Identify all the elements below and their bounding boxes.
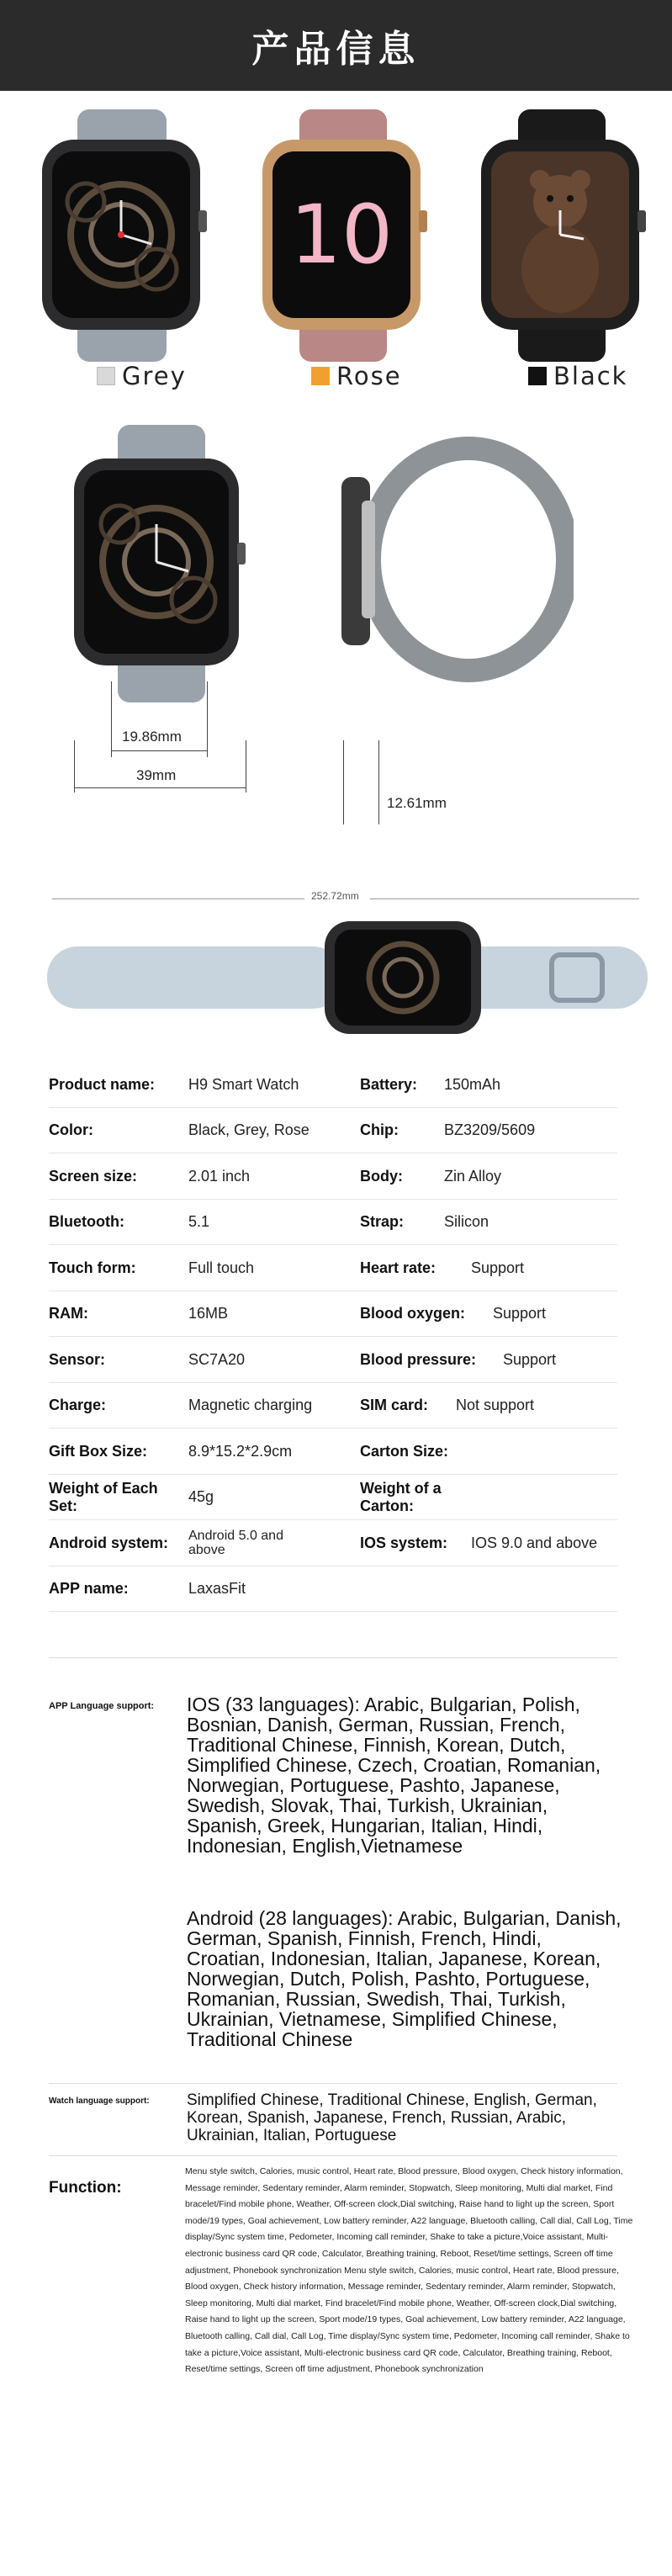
- watch-language-text: Simplified Chinese, Traditional Chinese, English, German, Korean, Spanish, Japanese, French, Russian, Arabic, Ukrainian, Italian, Portuguese: [187, 2091, 597, 2144]
- spec-key: Battery:: [360, 1075, 418, 1093]
- dimension-line: [343, 740, 344, 824]
- spec-key: RAM:: [49, 1305, 88, 1322]
- spec-key: IOS system:: [360, 1534, 448, 1551]
- spec-key: Heart rate:: [360, 1259, 437, 1276]
- spec-value: [437, 1475, 617, 1520]
- spec-row: [49, 1337, 617, 1383]
- dimension-line: [74, 787, 246, 788]
- watch-rose-image: [262, 109, 431, 362]
- spec-row: [49, 1520, 617, 1566]
- bear-dial-icon: [491, 151, 629, 318]
- spec-key: Blood pressure:: [360, 1350, 477, 1368]
- gear-dial-icon: [84, 470, 229, 654]
- spec-key: Weight of Each Set:: [49, 1479, 158, 1514]
- thickness-label: 12.61mm: [387, 795, 447, 811]
- spec-key: Body:: [360, 1167, 403, 1185]
- spec-value: Magnetic charging: [188, 1397, 313, 1413]
- watch-language-label: Watch language support:: [49, 2096, 150, 2106]
- spec-value: SC7A20: [188, 1350, 246, 1368]
- spec-key: Weight of a Carton:: [360, 1479, 442, 1514]
- spec-key: Touch form:: [49, 1259, 136, 1276]
- spec-value: IOS 9.0 and above: [471, 1534, 598, 1551]
- page-title: 产品信息: [251, 28, 421, 71]
- app-language-label: APP Language support:: [49, 1701, 155, 1711]
- spec-value: 45g: [188, 1488, 214, 1505]
- spec-key: Blood oxygen:: [360, 1305, 465, 1322]
- spec-table: [49, 1062, 617, 1612]
- spec-key: Screen size:: [49, 1167, 138, 1185]
- rose-swatch-icon: [311, 367, 330, 385]
- watch-front-dimension-image: [74, 425, 251, 702]
- spec-row: [49, 1153, 617, 1200]
- variant-grey: [97, 362, 187, 390]
- spec-value: Full touch: [188, 1259, 255, 1276]
- spec-value: Support: [493, 1305, 547, 1322]
- spec-key: SIM card:: [360, 1397, 429, 1413]
- spec-row: [49, 1291, 617, 1338]
- spec-row: [49, 1245, 617, 1291]
- spec-value: Android 5.0 and above: [188, 1529, 283, 1557]
- spec-key: Chip:: [360, 1121, 399, 1138]
- spec-row: [49, 1108, 617, 1154]
- spec-value: 150mAh: [444, 1075, 501, 1093]
- watch-full-length-image: [47, 921, 648, 1039]
- watch-grey-image: [42, 109, 210, 362]
- page-header: [0, 0, 672, 91]
- function-label: Function:: [49, 2179, 122, 2197]
- spec-value: 8.9*15.2*2.9cm: [188, 1442, 293, 1460]
- dimension-line: [74, 740, 75, 792]
- spec-value: [437, 1428, 617, 1474]
- length-label: 252.72mm: [311, 890, 359, 902]
- divider: [49, 2155, 617, 2156]
- spec-value: Support: [471, 1259, 525, 1276]
- spec-value: [437, 1566, 617, 1612]
- variant-label: Rose: [336, 362, 402, 390]
- spec-value: Black, Grey, Rose: [188, 1121, 310, 1138]
- rose-display-number: 10: [289, 188, 394, 282]
- app-language-ios: IOS (33 languages): Arabic, Bulgarian, Polish, Bosnian, Danish, German, Russian, French, Traditional Chinese, Finnish, Korean, Dutch, Simplified Chinese, Czech, Croatian, Romanian, Norwegian, Portuguese, Pashto, Japanese, Swedish, Slovak, Thai, Turkish, Ukrainian, Spanish, Greek, Hungarian, Italian, Hindi, Indonesian, English,Vietnamese: [187, 1693, 601, 1857]
- spec-key: Charge:: [49, 1397, 107, 1413]
- function-text: Menu style switch, Calories, music control, Heart rate, Blood pressure, Blood oxygen, Check history information, Message reminder, Sedentary reminder, Alarm reminder, Stopwatch, Sleep monitoring, Multi dial market, Find bracelet/Find mobile phone, Weather, Off-screen clock,Dial switching, Raise hand to light up the screen, Sport mode/19 types, Goal achievement, Low battery reminder, A22 language, Bluetooth calling, Call dial, Call Log, Time display/Sync system time, Pedometer, Incoming call reminder, Shake to take a picture,Voice assistant, Multi-electronic business card QR code, Calculator, Breathing training, Reboot, Reset/time settings, Screen off time adjustment, Phonebook synchronization Menu style switch, Calories, music control, Heart rate, Blood pressure, Blood oxygen, Check history information, Message reminder, Sedentary reminder, Alarm reminder, Stopwatch, Sleep monitoring, Multi dial market, Find bracelet/Find mobile phone, Weather, Off-screen clock,Dial switching, Raise hand to light up the screen, Sport mode/19 types, Goal achievement, Low battery reminder, A22 language, Bluetooth calling, Call dial, Call Log, Time display/Sync system time, Pedometer, Incoming call reminder, Shake to take a picture,Voice assistant, Multi-electronic business card QR code, Calculator, Breathing training, Reboot, Reset/time settings, Screen off time adjustment, Phonebook synchronization: [185, 2166, 633, 2375]
- grey-swatch-icon: [97, 367, 115, 385]
- spec-value: 16MB: [188, 1305, 229, 1322]
- divider: [49, 1657, 617, 1658]
- spec-row: [49, 1475, 617, 1521]
- case-width-label: 39mm: [136, 767, 177, 783]
- spec-value: Support: [503, 1350, 557, 1368]
- variant-black: [528, 362, 627, 390]
- spec-key: Product name:: [49, 1075, 156, 1093]
- watch-black-image: [481, 109, 649, 362]
- dimension-line: [378, 740, 379, 824]
- spec-row: [49, 1428, 617, 1475]
- spec-value: 5.1: [188, 1213, 210, 1230]
- spec-key: Carton Size:: [360, 1442, 449, 1460]
- variant-rose: [311, 362, 402, 390]
- dimension-line: [370, 898, 639, 899]
- black-swatch-icon: [528, 367, 547, 385]
- spec-key: Color:: [49, 1121, 93, 1138]
- gear-dial-icon: [52, 151, 190, 318]
- spec-row: [49, 1566, 617, 1613]
- spec-value: Not support: [456, 1397, 535, 1413]
- spec-key: Strap:: [360, 1213, 405, 1230]
- dimension-line: [207, 681, 208, 757]
- spec-row: [49, 1062, 617, 1108]
- spec-value: Zin Alloy: [444, 1167, 502, 1185]
- watch-side-view-image: [330, 433, 574, 694]
- spec-value: LaxasFit: [188, 1580, 246, 1597]
- dimension-line: [111, 681, 112, 757]
- spec-value: H9 Smart Watch: [188, 1075, 299, 1093]
- spec-key: Android system:: [49, 1534, 169, 1551]
- screen-width-label: 19.86mm: [122, 729, 182, 745]
- app-language-android: Android (28 languages): Arabic, Bulgarian, Danish, German, Spanish, Finnish, French, Hindi, Croatian, Indonesian, Italian, Japanese, Korean, Norwegian, Dutch, Polish, Pashto, Portuguese, Romanian, Russian, Swedish, Thai, Turkish, Ukrainian, Vietnamese, Simplified Chinese, Traditional Chinese: [187, 1907, 622, 2050]
- divider: [49, 2083, 617, 2084]
- spec-key: Bluetooth:: [49, 1213, 124, 1230]
- spec-value: Silicon: [444, 1213, 489, 1230]
- spec-value: 2.01 inch: [188, 1167, 251, 1185]
- spec-key: APP name:: [49, 1580, 129, 1597]
- dimension-line: [111, 750, 207, 751]
- variant-label: Black: [553, 362, 628, 390]
- dimension-line: [52, 898, 304, 899]
- variant-label: Grey: [122, 362, 187, 390]
- spec-key: Sensor:: [49, 1350, 106, 1368]
- spec-key: Gift Box Size:: [49, 1442, 148, 1460]
- spec-value: BZ3209/5609: [444, 1121, 536, 1138]
- spec-row: [49, 1200, 617, 1246]
- spec-row: [49, 1383, 617, 1429]
